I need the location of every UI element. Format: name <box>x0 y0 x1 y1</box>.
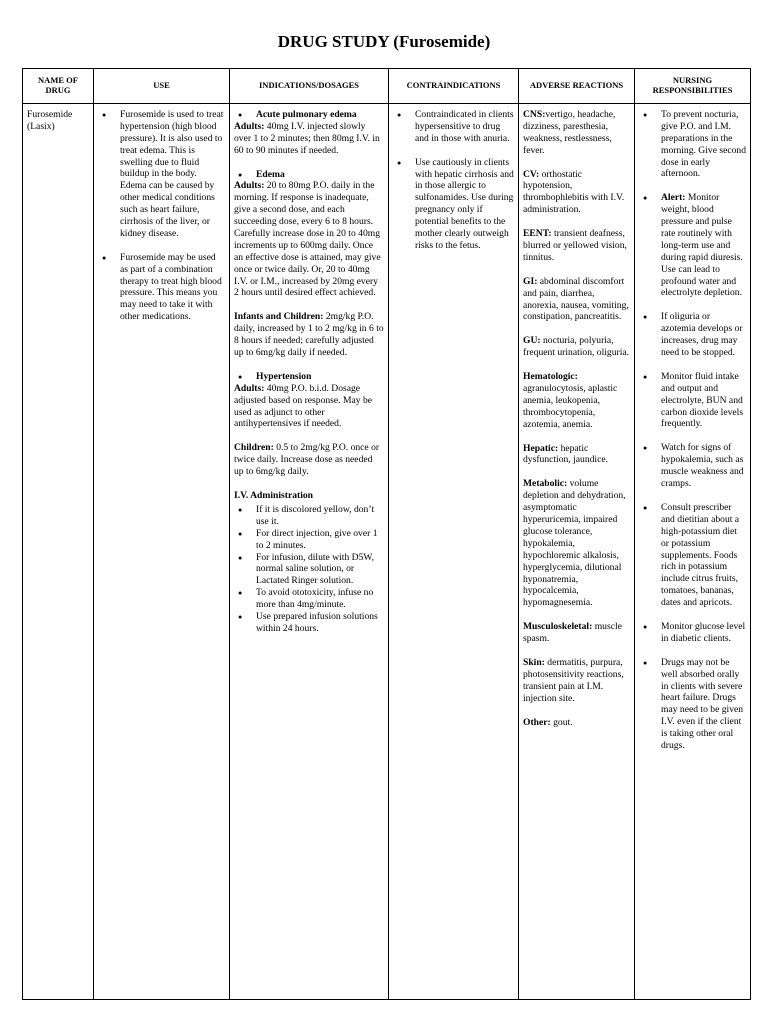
adverse-item-hepatic: Hepatic: hepatic dysfunction, jaundice. <box>523 442 608 466</box>
header-contraindications: CONTRAINDICATIONS <box>389 69 519 104</box>
list-item: ● Monitor glucose level in diabetic clients. <box>661 621 746 645</box>
list-item: ● Contraindicated in clients hypersensitive to drug and in those with anuria. <box>415 109 514 145</box>
adverse-item-skin: Skin: dermatitis, purpura, photosensitivity reactions, transient pain at I.M. injection site. <box>523 656 624 704</box>
table-row <box>23 104 751 1000</box>
adverse-item-metabolic: Metabolic: volume depletion and dehydration, asymptomatic hyperuricemia, impaired glucose tolerance, hypokalemia, hypochloremic alkalosis, hyperglycemia, dilutional hyponatremia, hypocalcemia, hypomagnesemia. <box>523 478 626 609</box>
list-item: ● Watch for signs of hypokalemia, such as muscle weakness and cramps. <box>661 442 746 490</box>
header-nursing-responsibilities: NURSING RESPONSIBILITIES <box>635 69 751 104</box>
list-item: ● For infusion, dilute with D5W, normal saline solution, or Lactated Ringer solution. <box>256 552 384 588</box>
indication-heading: ● Hypertension <box>256 371 384 383</box>
header-name-of-drug: NAME OF DRUG <box>23 69 94 104</box>
header-adverse-reactions: ADVERSE REACTIONS <box>519 69 635 104</box>
adverse-item-cv: CV: orthostatic hypotension, thrombophlebitis with I.V. administration. <box>523 168 625 216</box>
list-item: ● If oliguria or azotemia develops or increases, drug may need to be stopped. <box>661 311 746 359</box>
indication-heading: ● Acute pulmonary edema <box>256 109 384 121</box>
dosage-paragraph: Adults: 20 to 80mg P.O. daily in the morning. If response is inadequate, give a second dose, and each succeeding dose, every 6 to 8 hours. Carefully increase dose in 20 to 40mg increments up to 600mg daily. Once an effective dose is attained, may give once or twice daily. Or, 20 to 40mg I.V. or I.M., increased by 20mg every 2 hours until desired effect achieved. <box>234 180 381 299</box>
drug-name: Furosemide (Lasix) <box>27 109 73 132</box>
list-item: ● Consult prescriber and dietitian about a high-potassium diet or potassium supplements. Foods rich in potassium include citrus fruits, tomatoes, bananas, dates and apricots. <box>661 502 746 609</box>
adverse-item-eent: EENT: transient deafness, blurred or yellowed vision, tinnitus. <box>523 228 627 263</box>
dosage-paragraph: Adults: 40mg I.V. injected slowly over 1 to 2 minutes; then 80mg I.V. in 60 to 90 minutes if needed. <box>234 120 380 156</box>
adverse-item-other: Other: gout. <box>523 716 573 728</box>
header-use: USE <box>94 69 230 104</box>
dosage-paragraph: Infants and Children: 2mg/kg P.O. daily, increased by 1 to 2 mg/kg in 6 to 8 hours if needed; carefully adjusted up to 6mg/kg daily if needed. <box>234 311 384 359</box>
iv-administration-heading: I.V. Administration <box>234 490 313 502</box>
indications-cell <box>230 104 389 1000</box>
adverse-reactions-cell <box>519 104 635 1000</box>
table-header-row <box>23 69 751 104</box>
drug-study-table <box>22 68 751 1000</box>
adverse-item-gu: GU: nocturia, polyuria, frequent urination, oliguria. <box>523 335 630 359</box>
use-cell <box>94 104 230 1000</box>
list-item: ● Monitor fluid intake and output and electrolyte, BUN and carbon dioxide levels frequently. <box>661 371 746 430</box>
list-item: ● Alert: Monitor weight, blood pressure and pulse rate routinely with long-term use and during rapid diuresis. Use can lead to profound water and electrolyte depletion. <box>661 192 746 299</box>
list-item: ● To avoid ototoxicity, infuse no more than 4mg/minute. <box>256 587 384 611</box>
header-indications: INDICATIONS/DOSAGES <box>230 69 389 104</box>
adverse-item-gi: GI: abdominal discomfort and pain, diarrhea, anorexia, nausea, vomiting, constipation, pancreatitis. <box>523 275 629 323</box>
list-item: ● Furosemide may be used as part of a combination therapy to treat high blood pressure. This means you may need to take it with other medications. <box>120 252 225 323</box>
nursing-responsibilities-cell <box>635 104 751 1000</box>
indication-heading: ● Edema <box>256 169 384 181</box>
adverse-item-cns: CNS:vertigo, headache, dizziness, paresthesia, weakness, restlessness, fever. <box>523 109 616 156</box>
list-item: ● Furosemide is used to treat hypertension (high blood pressure). It is also used to treat edema. This is swelling due to fluid buildup in the body. Edema can be caused by other medical conditions such as heart failure, cirrhosis of the liver, or kidney disease. <box>120 109 225 240</box>
adverse-item-hematologic: Hematologic: agranulocytosis, aplastic anemia, leukopenia, thrombocytopenia, azotemia, anemia. <box>523 371 618 430</box>
document-title: DRUG STUDY (Furosemide) <box>277 32 491 51</box>
drug-name-cell <box>23 104 94 1000</box>
list-item: ● To prevent nocturia, give P.O. and I.M. preparations in the morning. Give second dose in early afternoon. <box>661 109 746 180</box>
adverse-item-musculoskeletal: Musculoskeletal: muscle spasm. <box>523 621 622 645</box>
list-item: ● Use cautiously in clients with hepatic cirrhosis and in those allergic to sulfonamides. Use during pregnancy only if potential benefits to the mother clearly outweigh risks to the fetus. <box>415 157 514 252</box>
dosage-paragraph: Children: 0.5 to 2mg/kg P.O. once or twice daily. Increase dose as needed up to 6mg/kg daily. <box>234 442 380 478</box>
list-item: ● Use prepared infusion solutions within 24 hours. <box>256 611 384 635</box>
list-item: ● Drugs may not be well absorbed orally in clients with severe heart failure. Drugs may need to be given I.V. even if the client is taking other oral drugs. <box>661 657 746 752</box>
dosage-paragraph: Adults: 40mg P.O. b.i.d. Dosage adjusted based on response. May be used as adjunct to other antihypertensives if needed. <box>234 382 373 430</box>
list-item: ● If it is discolored yellow, don’t use it. <box>256 504 384 528</box>
list-item: ● For direct injection, give over 1 to 2 minutes. <box>256 528 384 552</box>
contraindications-cell <box>389 104 519 1000</box>
